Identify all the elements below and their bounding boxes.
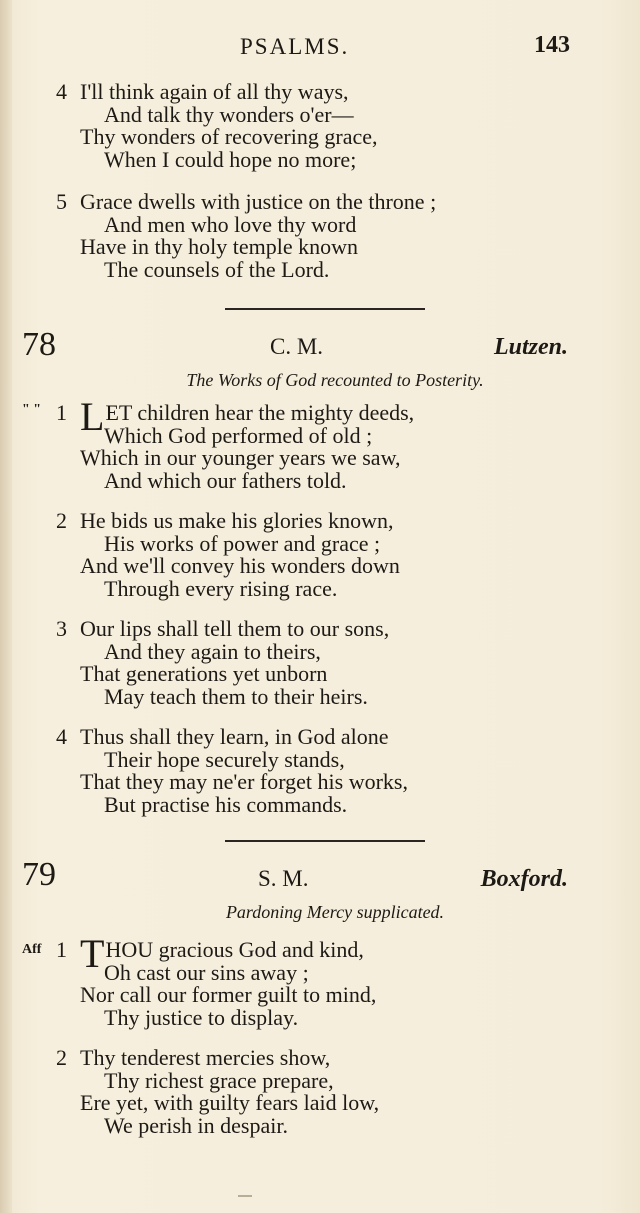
verse-line: I'll think again of all thy ways, (80, 79, 349, 104)
hymn-78-stanza-1 (56, 394, 415, 493)
hymn-79-stanza-1 (56, 931, 377, 1030)
verse-line: Through every rising race. (104, 575, 338, 601)
verse-line: HOU gracious God and kind, (105, 937, 364, 962)
stanza-number: 2 (56, 508, 67, 533)
hymn-78-stanza-4 (56, 726, 408, 816)
dynamic-mark: " " (22, 402, 42, 417)
hymn-title (0, 902, 640, 923)
drop-cap: T (80, 931, 105, 976)
verse-line: Thy justice to display. (104, 1004, 299, 1030)
hymn-tune: Boxford. (480, 866, 568, 892)
hymn-title-text: Pardoning Mercy supplicated. (225, 902, 445, 922)
verse-line: And they again to theirs, (104, 638, 321, 664)
verse-line: Thy richest grace prepare, (104, 1067, 334, 1093)
verse-line: The counsels of the Lord. (104, 256, 330, 282)
stanza-number: 4 (56, 79, 67, 104)
stanza-number: 4 (56, 724, 67, 749)
verse-line: His works of power and grace ; (104, 530, 381, 556)
hymn-title-text: The Works of God recounted to Posterity. (186, 370, 484, 390)
hymn-number: 79 (22, 856, 56, 893)
verse-line: And talk thy wonders o'er— (104, 101, 354, 127)
verse-line: Which God performed of old ; (104, 422, 373, 448)
hymn-number: 78 (22, 326, 56, 363)
verse-line: And men who love thy word (104, 211, 357, 237)
verse-line: Our lips shall tell them to our sons, (80, 616, 390, 641)
continued-stanza-4 (56, 81, 377, 171)
section-rule (225, 308, 425, 310)
verse-line: Which in our younger years we saw, (80, 445, 401, 470)
verse-line: Thy wonders of recovering grace, (80, 124, 378, 149)
verse-line: Nor call our former guilt to mind, (80, 982, 377, 1007)
hymn-78-stanza-3 (56, 618, 389, 708)
hymn-meter: S. M. (258, 866, 309, 891)
verse-line: And we'll convey his wonders down (80, 553, 400, 578)
dynamic-mark: Aff (22, 942, 42, 957)
verse-line: Ere yet, with guilty fears laid low, (80, 1090, 380, 1115)
verse-line: That they may ne'er forget his works, (80, 769, 408, 794)
hymn-78-stanza-2 (56, 510, 400, 600)
stanza-number: 1 (56, 937, 67, 962)
hymn-tune: Lutzen. (493, 334, 568, 360)
verse-line: And which our fathers told. (104, 467, 347, 493)
continued-stanza-5 (56, 191, 436, 281)
page-spine-shadow (0, 0, 12, 1213)
verse-line: Thus shall they learn, in God alone (80, 724, 389, 749)
hymn-title (0, 370, 640, 391)
verse-line: Thy tenderest mercies show, (80, 1045, 331, 1070)
verse-line: May teach them to their heirs. (104, 683, 368, 709)
page-number: 143 (534, 32, 570, 58)
verse-line: Their hope securely stands, (104, 746, 345, 772)
drop-cap: L (80, 394, 105, 439)
stanza-number: 2 (56, 1045, 67, 1070)
verse-line: He bids us make his glories known, (80, 508, 394, 533)
stanza-number: 5 (56, 189, 67, 214)
verse-line: When I could hope no more; (104, 146, 357, 172)
stanza-number: 1 (56, 400, 67, 425)
verse-line: Grace dwells with justice on the throne ; (80, 189, 437, 214)
running-head: PSALMS. (240, 34, 350, 59)
section-rule (225, 840, 425, 842)
paper-speck (238, 1195, 252, 1197)
hymn-79-stanza-2 (56, 1047, 379, 1137)
verse-line: But practise his commands. (104, 791, 348, 817)
verse-line: That generations yet unborn (80, 661, 328, 686)
verse-line: Oh cast our sins away ; (104, 959, 309, 985)
verse-line: We perish in despair. (104, 1112, 288, 1138)
stanza-number: 3 (56, 616, 67, 641)
verse-line: ET children hear the mighty deeds, (105, 400, 415, 425)
hymn-meter: C. M. (270, 334, 324, 359)
verse-line: Have in thy holy temple known (80, 234, 359, 259)
